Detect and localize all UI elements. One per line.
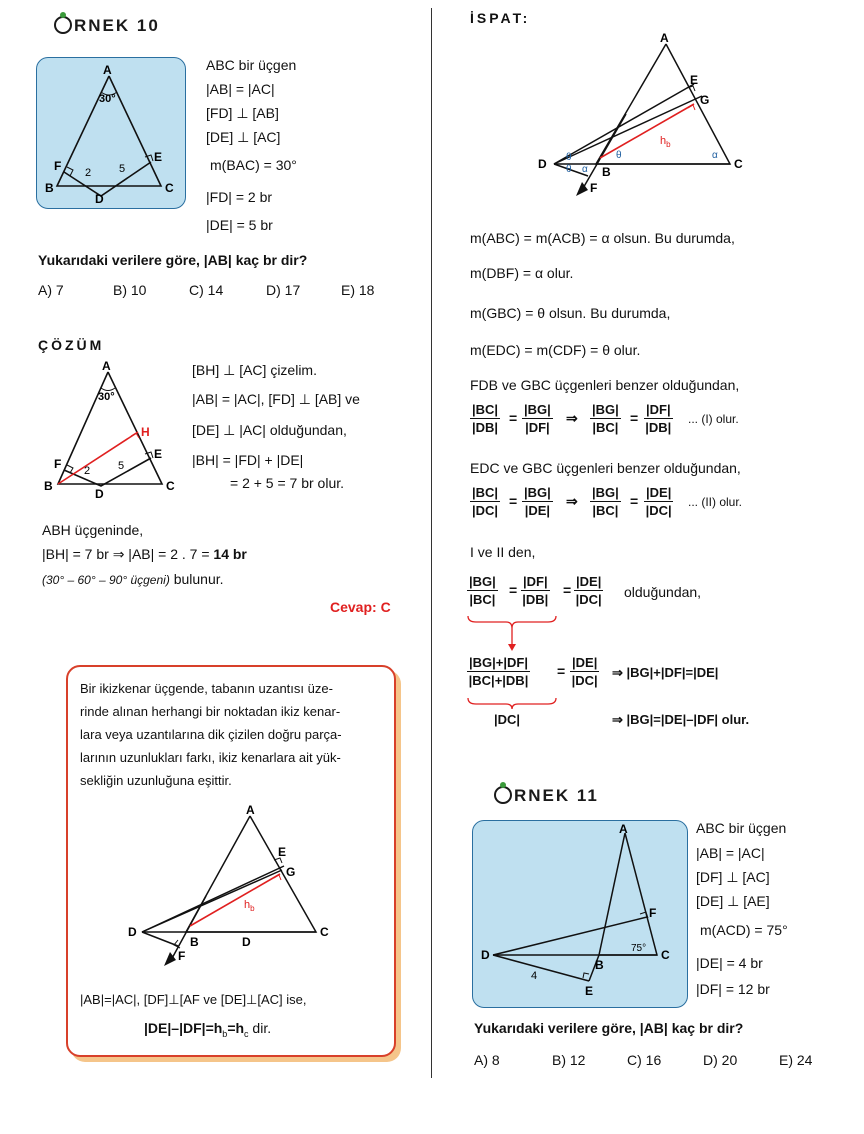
note-line-2: rinde alınan herhangi bir noktadan ikiz kenar- bbox=[80, 704, 341, 719]
ornek11-figure-box bbox=[472, 820, 688, 1008]
note-label-C: C bbox=[320, 925, 329, 939]
ornek10-label-C: C bbox=[165, 181, 174, 195]
frac-bc-dc: $\frac{|BC|}{|DC|}$ bbox=[472, 485, 499, 518]
logo-o-icon-2 bbox=[494, 786, 512, 804]
ornek11-given-6: |DE| = 4 br bbox=[696, 955, 763, 971]
ornek11-triangle-figure bbox=[473, 821, 687, 1007]
note-line-4: larının uzunlukları farkı, ikiz kenarlara ait yük- bbox=[80, 750, 341, 765]
cozum-label-D: D bbox=[95, 487, 104, 498]
ornek10-option-d[interactable]: D) 17 bbox=[266, 282, 301, 298]
frac-bg-bc-2: $\frac{|BG|}{|BC|}$ bbox=[592, 485, 619, 518]
note-label-E: E bbox=[278, 845, 287, 859]
note-result-mid: =h bbox=[227, 1020, 245, 1036]
ispat-res-1: ⇒ |BG|+|DF|=|DE| bbox=[612, 665, 719, 680]
cozum-label-E: E bbox=[154, 447, 163, 461]
ornek10-angle-label: 30° bbox=[99, 93, 116, 105]
note-label-F: F bbox=[178, 949, 186, 963]
cozum-line-3: [DE] ⊥ |AC| olduğundan, bbox=[192, 422, 347, 438]
ispat-alpha-2: α bbox=[712, 150, 718, 161]
ornek11-label-E: E bbox=[585, 984, 594, 998]
ornek10-question: Yukarıdaki verilere göre, |AB| kaç br dir? bbox=[38, 252, 308, 268]
ornek11-given-4: [DE] ⊥ [AE] bbox=[696, 893, 770, 909]
cozum-triangle-figure bbox=[38, 358, 183, 498]
ornek11-option-b[interactable]: B) 12 bbox=[552, 1052, 586, 1068]
cozum-bh-text: |BH| = 7 br ⇒ |AB| = 2 . 7 = bbox=[42, 546, 214, 562]
cozum-bh-result: 14 br bbox=[213, 546, 247, 562]
ornek10-option-e[interactable]: E) 18 bbox=[341, 282, 375, 298]
ispat-figure bbox=[530, 30, 770, 200]
cozum-label-F: F bbox=[54, 457, 62, 471]
note-line-5: sekliğin uzunluğuna eşittir. bbox=[80, 773, 232, 788]
ispat-label-C: C bbox=[734, 157, 743, 171]
note-result-end: dir. bbox=[248, 1020, 272, 1036]
cozum-de-value: 5 bbox=[118, 460, 125, 472]
implies-2: ⇒ bbox=[566, 493, 578, 509]
note-hb-label: $h_b$ bbox=[244, 899, 255, 913]
cozum-title: ÇÖZÜM bbox=[38, 337, 105, 353]
ornek11-option-c[interactable]: C) 16 bbox=[627, 1052, 662, 1068]
ispat-olduguyla: olduğundan, bbox=[624, 584, 702, 600]
frac-df-db-2: $\frac{|DF|}{|DB|}$ bbox=[522, 574, 549, 607]
ornek10-triangle-figure bbox=[37, 58, 185, 208]
ornek11-angle-label: 75° bbox=[631, 943, 647, 954]
ornek11-question: Yukarıdaki verilere göre, |AB| kaç br dir? bbox=[474, 1020, 744, 1036]
ornek11-title: RNEK 11 bbox=[494, 786, 599, 806]
ornek10-fd-value: 2 bbox=[85, 167, 92, 179]
note-label-B: B bbox=[190, 935, 199, 949]
implies-1: ⇒ bbox=[566, 410, 578, 426]
ornek10-figure-box bbox=[36, 57, 186, 209]
eq-sign-3: = bbox=[509, 493, 518, 509]
cozum-label-H: H bbox=[141, 425, 150, 439]
ornek11-label-C: C bbox=[661, 948, 670, 962]
red-brace-under bbox=[464, 696, 560, 710]
ornek11-label-B: B bbox=[595, 958, 604, 972]
ornek11-given-5: m(ACD) = 75° bbox=[700, 922, 788, 938]
ispat-line-2: m(DBF) = α olur. bbox=[470, 265, 574, 281]
frac-bg-df: $\frac{|BG|}{|DF|}$ bbox=[524, 402, 551, 435]
eq-sign-2: = bbox=[630, 410, 639, 426]
ornek11-label-A: A bbox=[619, 822, 628, 836]
eq-sign-1: = bbox=[509, 410, 518, 426]
cozum-line-1: [BH] ⊥ [AC] çizelim. bbox=[192, 362, 317, 378]
ispat-sim-1: FDB ve GBC üçgenleri benzer olduğundan, bbox=[470, 377, 740, 393]
eq-sign-5: = bbox=[509, 582, 518, 598]
eq-sign-6: = bbox=[563, 582, 572, 598]
ispat-theta-2: θ bbox=[566, 164, 572, 175]
ornek10-de-value: 5 bbox=[119, 163, 126, 175]
ornek10-given-6: |FD| = 2 br bbox=[206, 189, 273, 205]
ornek11-option-e[interactable]: E) 24 bbox=[779, 1052, 813, 1068]
ornek11-option-d[interactable]: D) 20 bbox=[703, 1052, 738, 1068]
ornek11-given-3: [DF] ⊥ [AC] bbox=[696, 869, 770, 885]
note-line-3: lara veya uzantılarına dik çizilen doğru parça- bbox=[80, 727, 342, 742]
ispat-label-F: F bbox=[590, 181, 598, 195]
ornek11-label-D: D bbox=[481, 948, 490, 962]
cozum-answer: Cevap: C bbox=[330, 599, 391, 615]
ispat-label-E: E bbox=[690, 73, 699, 87]
cozum-abh: ABH üçgeninde, bbox=[42, 522, 144, 538]
ispat-from: I ve II den, bbox=[470, 544, 536, 560]
ornek11-given-1: ABC bir üçgen bbox=[696, 820, 787, 836]
note-label-D2: D bbox=[242, 935, 251, 949]
red-brace-arrow bbox=[464, 612, 560, 652]
note-result-sub-b: b bbox=[222, 1028, 228, 1039]
frac-bc-db: $\frac{|BC|}{|DB|}$ bbox=[472, 402, 499, 435]
ispat-sim-2-end: ... (II) olur. bbox=[688, 495, 743, 509]
frac-de-dc: $\frac{|DE|}{|DC|}$ bbox=[645, 485, 672, 518]
ornek11-given-2: |AB| = |AC| bbox=[696, 845, 765, 861]
ornek10-given-2: |AB| = |AC| bbox=[206, 81, 275, 97]
ispat-label-D: D bbox=[538, 157, 547, 171]
ispat-line-1: m(ABC) = m(ACB) = α olsun. Bu durumda, bbox=[470, 230, 735, 246]
frac-bg-bc-3: $\frac{|BG|}{|BC|}$ bbox=[469, 574, 496, 607]
ispat-sim-2: EDC ve GBC üçgenleri benzer olduğundan, bbox=[470, 460, 741, 476]
cozum-fd-value: 2 bbox=[84, 465, 91, 477]
ornek10-option-a[interactable]: A) 7 bbox=[38, 282, 64, 298]
cozum-line-5: = 2 + 5 = 7 br olur. bbox=[230, 475, 345, 491]
ispat-sim-1-end: ... (I) olur. bbox=[688, 412, 739, 426]
ispat-theta-1: θ bbox=[566, 152, 572, 163]
eq-sign-4: = bbox=[630, 493, 639, 509]
ispat-theta-3: θ bbox=[616, 150, 622, 161]
ornek10-label-D: D bbox=[95, 192, 104, 206]
cozum-bh-line bbox=[42, 546, 247, 563]
note-label-G: G bbox=[286, 865, 296, 879]
ispat-line-3: m(GBC) = θ olsun. Bu durumda, bbox=[470, 305, 671, 321]
note-label-A: A bbox=[246, 803, 255, 817]
ornek10-label-A: A bbox=[103, 63, 112, 77]
ornek10-option-b[interactable]: B) 10 bbox=[113, 282, 147, 298]
column-divider bbox=[431, 8, 432, 1078]
ornek10-given-4: [DE] ⊥ [AC] bbox=[206, 129, 281, 145]
ispat-res-2: ⇒ |BG|=|DE|–|DF| olur. bbox=[612, 712, 750, 727]
ornek10-given-1: ABC bir üçgen bbox=[206, 57, 297, 73]
logo-o-icon bbox=[54, 16, 72, 34]
frac-de-dc-3: $\frac{|DE|}{|DC|}$ bbox=[571, 655, 598, 688]
frac-bg-bc: $\frac{|BG|}{|BC|}$ bbox=[592, 402, 619, 435]
frac-df-db: $\frac{|DF|}{|DB|}$ bbox=[645, 402, 672, 435]
ornek11-de-value: 4 bbox=[531, 970, 538, 982]
note-label-D: D bbox=[128, 925, 137, 939]
note-figure bbox=[120, 800, 340, 980]
frac-bg-de: $\frac{|BG|}{|DE|}$ bbox=[524, 485, 551, 518]
ornek10-label-B: B bbox=[45, 181, 54, 195]
note-condition: |AB|=|AC|, [DF]⊥[AF ve [DE]⊥[AC] ise, bbox=[80, 992, 307, 1007]
cozum-label-C: C bbox=[166, 479, 175, 493]
ispat-label-A: A bbox=[660, 31, 669, 45]
ispat-label-B: B bbox=[602, 165, 611, 179]
note-result-main: |DE|–|DF|=h bbox=[144, 1020, 223, 1036]
ornek10-label-F: F bbox=[54, 159, 62, 173]
ispat-title: İSPAT: bbox=[470, 10, 531, 26]
ornek10-title: RNEK 10 bbox=[54, 16, 160, 36]
cozum-line-2: |AB| = |AC|, [FD] ⊥ [AB] ve bbox=[192, 391, 360, 407]
ispat-line-4: m(EDC) = m(CDF) = θ olur. bbox=[470, 342, 641, 358]
cozum-label-A: A bbox=[102, 359, 111, 373]
cozum-tri-note: (30° – 60° – 90° üçgeni) bbox=[42, 573, 170, 587]
ispat-alpha-1: α bbox=[582, 164, 588, 175]
ornek11-given-7: |DF| = 12 br bbox=[696, 981, 770, 997]
eq-sign-7: = bbox=[557, 663, 566, 679]
cozum-bulunur: bulunur. bbox=[169, 571, 224, 587]
ornek11-option-a[interactable]: A) 8 bbox=[474, 1052, 500, 1068]
cozum-angle-label: 30° bbox=[98, 391, 115, 403]
cozum-label-B: B bbox=[44, 479, 53, 493]
ispat-label-G: G bbox=[700, 93, 710, 107]
ornek10-option-c[interactable]: C) 14 bbox=[189, 282, 224, 298]
ispat-dc: |DC| bbox=[494, 712, 521, 727]
note-result bbox=[144, 1020, 271, 1039]
ornek11-label-F: F bbox=[649, 906, 657, 920]
ornek10-given-3: [FD] ⊥ [AB] bbox=[206, 105, 279, 121]
ispat-hb-label: $h_b$ bbox=[660, 135, 671, 149]
frac-sum: $\frac{|BG|+|DF|}{|BC|+|DB|}$ bbox=[468, 655, 529, 688]
cozum-line-4: |BH| = |FD| + |DE| bbox=[192, 452, 304, 468]
note-line-1: Bir ikizkenar üçgende, tabanın uzantısı üze- bbox=[80, 681, 333, 696]
ornek10-label-E: E bbox=[154, 150, 163, 164]
note-result-sub-c: c bbox=[244, 1028, 249, 1039]
ornek10-given-5: m(BAC) = 30° bbox=[210, 157, 297, 173]
ornek10-given-7: |DE| = 5 br bbox=[206, 217, 273, 233]
cozum-tri-note-line bbox=[42, 571, 224, 587]
frac-de-dc-2: $\frac{|DE|}{|DC|}$ bbox=[575, 574, 602, 607]
